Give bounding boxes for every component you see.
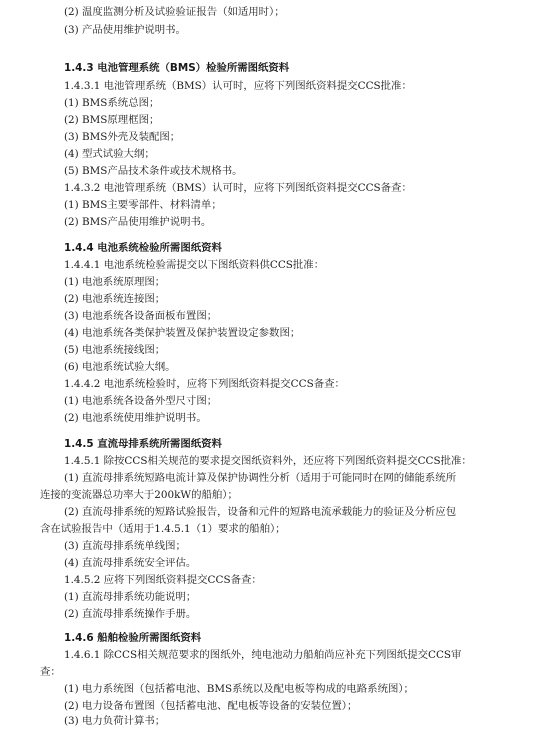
list-item-continuation: 连接的变流器总功率大于200kW的船舶）； [40,489,238,501]
list-item-continuation: 含在试验报告中（适用于1.4.5.1（1）要求的船舶）； [40,523,286,535]
list-item: (4) 直流母排系统安全评估。 [64,557,197,569]
section-heading-1-4-4: 1.4.4 电池系统检验所需图纸资料 [64,242,222,254]
list-item: (1) 电池系统原理图； [64,276,166,288]
subsection-paragraph: 1.4.5.1 除按CCS相关规范的要求提交图纸资料外，还应将下列图纸资料提交CCS批准： [64,455,472,467]
list-item: (2) BMS产品使用维护说明书。 [64,216,212,228]
list-item: (5) BMS产品技术条件或技术规格书。 [64,165,243,177]
list-item: (1) BMS主要零部件、材料清单； [64,199,222,211]
list-item: (2) 电池系统连接图； [64,293,166,305]
list-item: (3) 电力负荷计算书； [64,715,166,727]
list-item: (2) 温度监测分析及试验验证报告（如适用时）； [64,6,285,18]
list-item: (2) 电池系统使用维护说明书。 [64,412,207,424]
section-heading-1-4-5: 1.4.5 直流母排系统所需图纸资料 [64,438,222,450]
subsection-paragraph: 1.4.5.2 应将下列图纸资料提交CCS备查： [64,574,262,586]
list-item: (1) BMS系统总图； [64,97,160,109]
subsection-paragraph: 1.4.3.2 电池管理系统（BMS）认可时，应将下列图纸资料提交CCS备查： [64,182,412,194]
list-item: (5) 电池系统接线图； [64,344,166,356]
list-item: (3) 直流母排系统单线图； [64,540,186,552]
list-item: (1) 直流母排系统短路电流计算及保护协调性分析（适用于可能同时在网的储能系统所 [64,472,457,484]
list-item: (2) BMS原理框图； [64,114,160,126]
subsection-paragraph: 1.4.4.2 电池系统检验时，应将下列图纸资料提交CCS备查： [64,378,345,390]
list-item: (2) 直流母排系统的短路试验报告，设备和元件的短路电流承载能力的验证及分析应包 [64,506,457,518]
list-item: (1) 直流母排系统功能说明； [64,591,197,603]
paragraph-continuation: 查： [40,666,61,678]
subsection-paragraph: 1.4.4.1 电池系统检验需提交以下图纸资料供CCS批准： [64,259,325,271]
list-item: (3) 电池系统各设备面板布置图； [64,310,218,322]
section-heading-1-4-6: 1.4.6 船舶检验所需图纸资料 [64,632,202,644]
list-item: (6) 电池系统试验大纲。 [64,361,176,373]
subsection-paragraph: 1.4.6.1 除CCS相关规范要求的图纸外，纯电池动力船舶尚应补充下列图纸提交CCS审 [64,649,462,661]
list-item: (2) 直流母排系统操作手册。 [64,608,197,620]
list-item: (2) 电力设备布置图（包括蓄电池、配电板等设备的安装位置）； [64,700,358,712]
list-item: (4) 型式试验大纲； [64,148,155,160]
list-item: (1) 电池系统各设备外型尺寸图； [64,395,218,407]
list-item: (3) BMS外壳及装配图； [64,131,181,143]
list-item: (4) 电池系统各类保护装置及保护装置设定参数图； [64,327,301,339]
subsection-paragraph: 1.4.3.1 电池管理系统（BMS）认可时，应将下列图纸资料提交CCS批准： [64,80,412,92]
list-item: (3) 产品使用维护说明书。 [64,24,186,36]
section-heading-1-4-3: 1.4.3 电池管理系统（BMS）检验所需图纸资料 [64,62,290,74]
list-item: (1) 电力系统图（包括蓄电池、BMS系统以及配电板等构成的电路系统图）； [64,683,414,695]
